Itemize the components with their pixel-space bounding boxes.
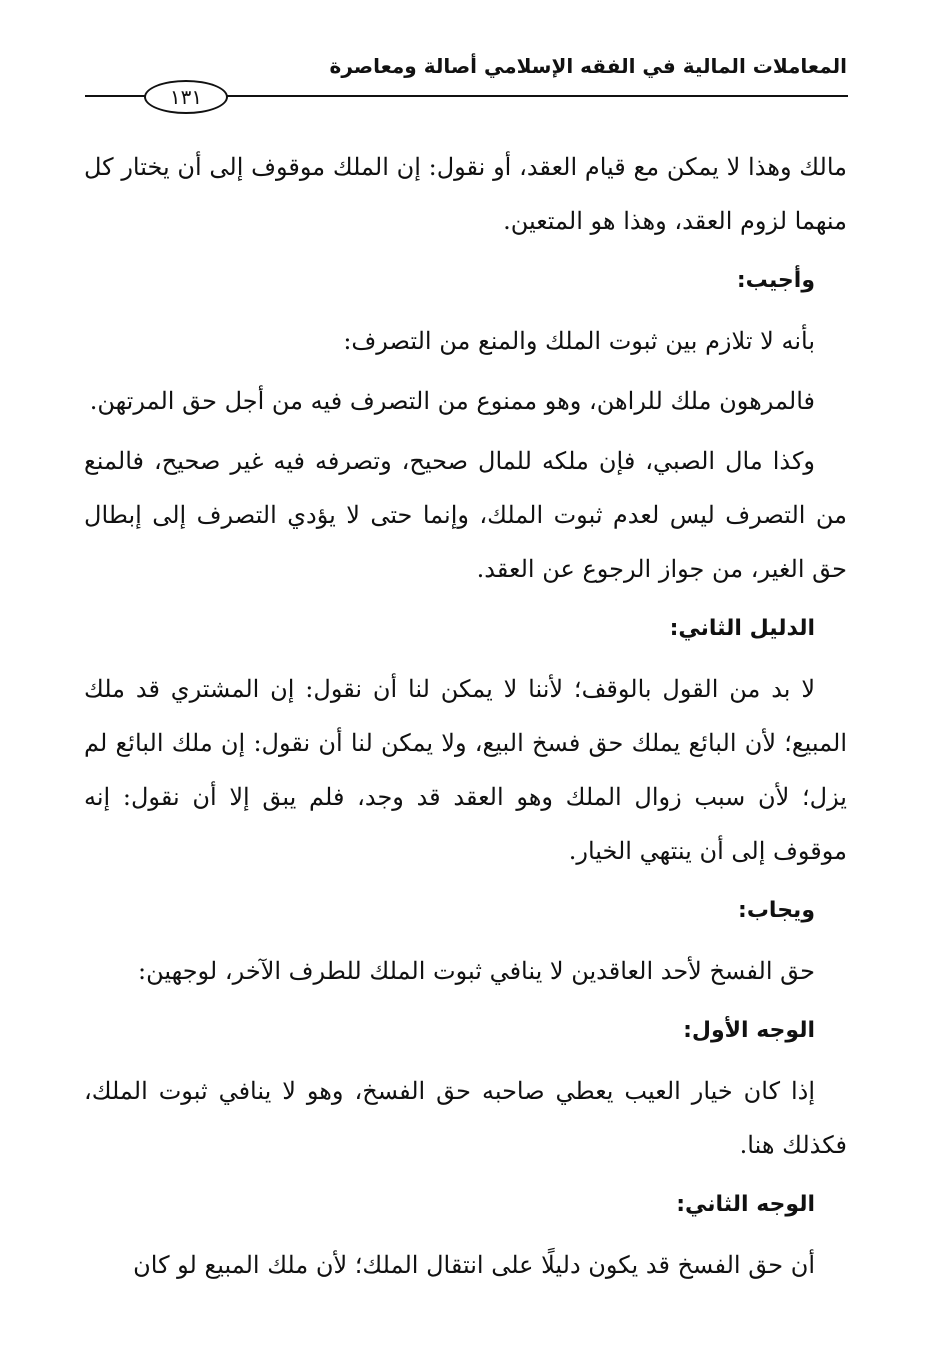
- section-heading: الدليل الثاني:: [669, 616, 815, 641]
- section-heading: الوجه الثاني:: [676, 1192, 815, 1217]
- section-heading: الوجه الأول:: [683, 1018, 815, 1043]
- paragraph: بأنه لا تلازم بين ثبوت الملك والمنع من التصرف:: [343, 327, 815, 355]
- section-heading: ويجاب:: [738, 898, 815, 923]
- paragraph: لا بد من القول بالوقف؛ لأننا لا يمكن لنا أن نقول: إن المشتري قد ملك المبيع؛ لأن البائع يملك حق فسخ البيع، ولا يمكن لنا أن نقول: إن ملك البائع لم يزل؛ لأن سبب زوال الملك وهو العقد قد وجد، فلم يبق إلا أن نقول: إنه موقوف إلى أن ينتهي الخيار.: [84, 675, 847, 865]
- running-header: المعاملات المالية في الفقه الإسلامي أصالة ومعاصرة: [329, 54, 847, 78]
- paragraph: إذا كان خيار العيب يعطي صاحبه حق الفسخ، وهو لا ينافي ثبوت الملك، فكذلك هنا.: [84, 1077, 847, 1159]
- paragraph: فالمرهون ملك للراهن، وهو ممنوع من التصرف فيه من أجل حق المرتهن.: [89, 387, 815, 415]
- page-number: ١٣١: [144, 80, 228, 114]
- paragraph: حق الفسخ لأحد العاقدين لا ينافي ثبوت الملك للطرف الآخر، لوجهين:: [138, 957, 815, 985]
- paragraph: مالك وهذا لا يمكن مع قيام العقد، أو نقول: إن الملك موقوف إلى أن يختار كل منهما لزوم العقد، وهذا هو المتعين.: [84, 153, 847, 235]
- section-heading: وأجيب:: [736, 268, 815, 293]
- body-text: [84, 140, 847, 1298]
- paragraph: وكذا مال الصبي، فإن ملكه للمال صحيح، وتصرفه فيه غير صحيح، فالمنع من التصرف ليس لعدم ثبوت الملك، وإنما حتى لا يؤدي التصرف إلى إبطال حق الغير، من جواز الرجوع عن العقد.: [84, 447, 847, 583]
- paragraph: أن حق الفسخ قد يكون دليلًا على انتقال الملك؛ لأن ملك المبيع لو كان: [133, 1251, 815, 1279]
